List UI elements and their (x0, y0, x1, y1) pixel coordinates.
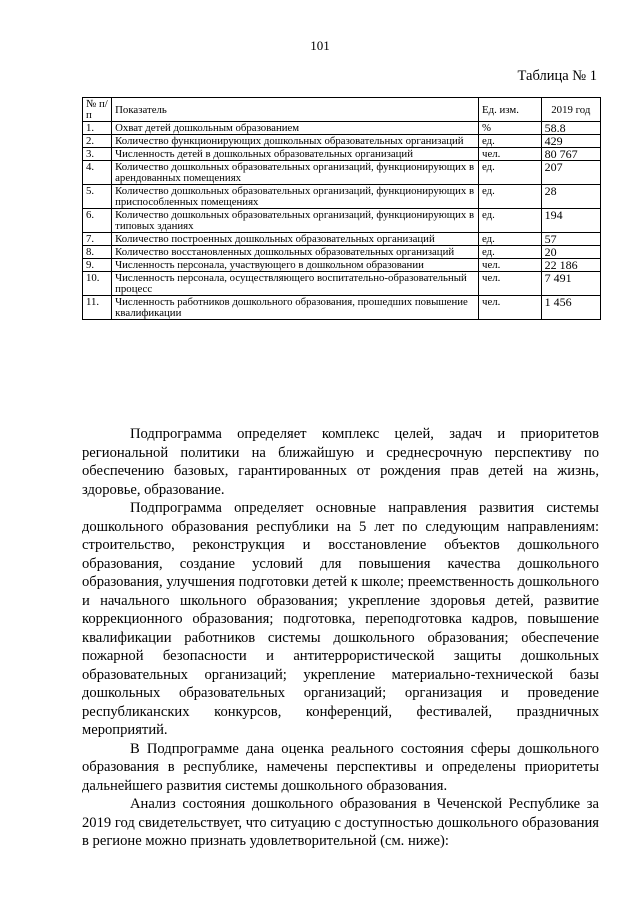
table-row (83, 209, 601, 233)
value-cell: 80 767 (541, 148, 600, 161)
table-row (83, 246, 601, 259)
value-cell: 22 186 (541, 259, 600, 272)
value-cell: 7 491 (541, 272, 600, 296)
unit-cell: ед. (479, 233, 542, 246)
paragraph: В Подпрограмме дана оценка реального состояния сферы дошкольного образования в республике, намечены перспективы и определены приоритеты дальнейшего развития системы дошкольного образования. (82, 740, 599, 794)
row-number-cell: 1. (83, 122, 112, 135)
header-year: 2019 год (541, 98, 600, 122)
page-number: 101 (310, 38, 330, 53)
table-row (83, 161, 601, 185)
table-row (83, 148, 601, 161)
unit-cell: чел. (479, 296, 542, 320)
table-row (83, 233, 601, 246)
table-row (83, 122, 601, 135)
indicator-cell: Охват детей дошкольным образованием (112, 122, 479, 135)
paragraph: Анализ состояния дошкольного образования в Чеченской Республике за 2019 год свидетельствует, что ситуацию с доступностью дошкольного образования в регионе можно признать удовлетворительной (см. ниже): (82, 796, 599, 849)
table-row (83, 135, 601, 148)
body-text (82, 425, 599, 851)
value-cell: 28 (541, 185, 600, 209)
indicator-cell: Численность детей в дошкольных образовательных организаций (112, 148, 479, 161)
indicator-cell: Количество дошкольных образовательных организаций, функционирующих в арендованных помещениях (112, 161, 479, 185)
header-unit: Ед. изм. (479, 98, 542, 122)
row-number-cell: 5. (83, 185, 112, 209)
indicator-cell: Численность персонала, осуществляющего воспитательно-образовательный процесс (112, 272, 479, 296)
indicator-cell: Численность персонала, участвующего в дошкольном образовании (112, 259, 479, 272)
table-row (83, 259, 601, 272)
indicator-cell: Количество восстановленных дошкольных образовательных организаций (112, 246, 479, 259)
row-number-cell: 2. (83, 135, 112, 148)
paragraph: Подпрограмма определяет комплекс целей, задач и приоритетов региональной политики на ближайшую и среднесрочную перспективу по обеспечению базовых, гарантированных от рождения прав детей на жизнь, здоровье, образование. (82, 426, 599, 498)
table-row (83, 272, 601, 296)
indicator-cell: Количество дошкольных образовательных организаций, функционирующих в приспособленных помещениях (112, 185, 479, 209)
row-number-cell: 9. (83, 259, 112, 272)
unit-cell: ед. (479, 209, 542, 233)
indicators-table (82, 97, 601, 320)
indicator-cell: Количество дошкольных образовательных организаций, функционирующих в типовых зданиях (112, 209, 479, 233)
table-row (83, 296, 601, 320)
value-cell: 20 (541, 246, 600, 259)
value-cell: 194 (541, 209, 600, 233)
value-cell: 1 456 (541, 296, 600, 320)
row-number-cell: 4. (83, 161, 112, 185)
row-number-cell: 6. (83, 209, 112, 233)
table-row (83, 185, 601, 209)
unit-cell: % (479, 122, 542, 135)
value-cell: 57 (541, 233, 600, 246)
unit-cell: ед. (479, 135, 542, 148)
indicator-cell: Количество построенных дошкольных образовательных организаций (112, 233, 479, 246)
unit-cell: чел. (479, 272, 542, 296)
row-number-cell: 7. (83, 233, 112, 246)
header-number: № п/п (83, 98, 112, 122)
row-number-cell: 3. (83, 148, 112, 161)
value-cell: 58.8 (541, 122, 600, 135)
unit-cell: чел. (479, 148, 542, 161)
value-cell: 429 (541, 135, 600, 148)
paragraph: Подпрограмма определяет основные направления развития системы дошкольного образования республики на 5 лет по следующим направлениям: строительство, реконструкция и восстановление объектов дошкольного образования, создание условий для повышения качества дошкольного образования, улучшения подготовки детей к школе; преемственность дошкольного и начального школьного образования; укрепление здоровья детей, развитие коррекционного образования; подготовка, переподготовка кадров, повышение квалификации работников системы дошкольного образования; обеспечение пожарной безопасности и антитеррористической защиты дошкольных образовательных организаций; укрепление материально-технической базы дошкольных образовательных организаций; организация и проведение республиканских конкурсов, конференций, фестивалей, праздничных мероприятий. (82, 500, 599, 738)
unit-cell: чел. (479, 259, 542, 272)
row-number-cell: 10. (83, 272, 112, 296)
unit-cell: ед. (479, 246, 542, 259)
header-indicator: Показатель (112, 98, 479, 122)
row-number-cell: 11. (83, 296, 112, 320)
row-number-cell: 8. (83, 246, 112, 259)
table-caption: Таблица № 1 (517, 68, 597, 84)
indicator-cell: Количество функционирующих дошкольных образовательных организаций (112, 135, 479, 148)
value-cell: 207 (541, 161, 600, 185)
unit-cell: ед. (479, 185, 542, 209)
table-header-row (83, 98, 601, 122)
indicator-cell: Численность работников дошкольного образования, прошедших повышение квалификации (112, 296, 479, 320)
unit-cell: ед. (479, 161, 542, 185)
